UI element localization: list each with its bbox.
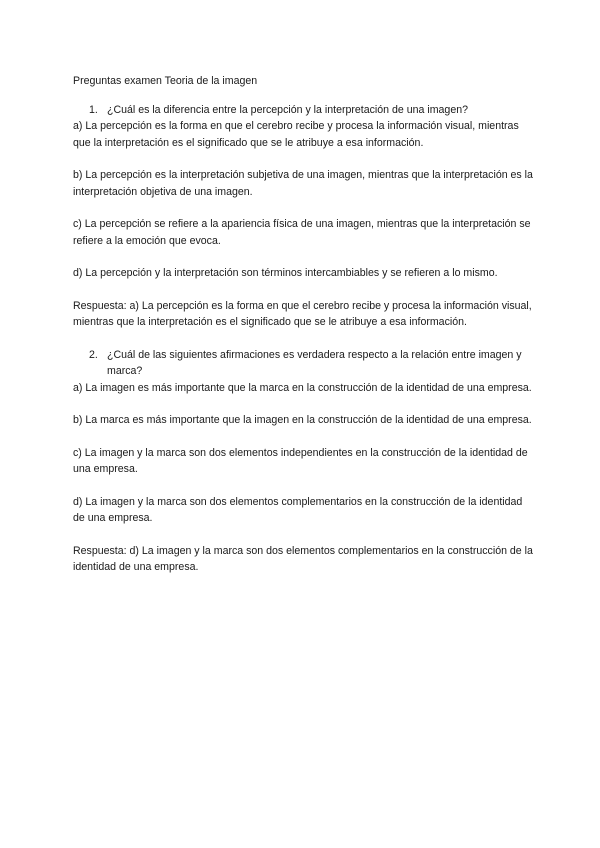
option-d: d) La percepción y la interpretación son términos intercambiables y se refieren a lo mismo.: [73, 267, 498, 279]
option-c: c) La percepción se refiere a la apariencia física de una imagen, mientras que la interpretación se refiere a la emoción que evoca.: [73, 218, 531, 247]
question-text: ¿Cuál de las siguientes afirmaciones es verdadera respecto a la relación entre imagen y marca?: [107, 348, 522, 377]
answer-text: Respuesta: a) La percepción es la forma en que el cerebro recibe y procesa la información visual, mientras que la interpretación es el significado que se le atribuye a esa información.: [73, 299, 532, 328]
question-1: [73, 102, 533, 119]
question-number: 2.: [89, 348, 98, 361]
option-a: a) La percepción es la forma en que el cerebro recibe y procesa la información visual, mientras que la interpretación es el significado que se le atribuye a esa información.: [73, 120, 519, 149]
question-number: 1.: [89, 103, 98, 116]
document-page: [73, 73, 533, 592]
option-d: d) La imagen y la marca son dos elementos complementarios en la construcción de la identidad de una empresa.: [73, 495, 523, 524]
option-c: c) La imagen y la marca son dos elementos independientes en la construcción de la identidad de una empresa.: [73, 446, 528, 475]
question-block-1: [73, 102, 533, 331]
option-b: b) La percepción es la interpretación subjetiva de una imagen, mientras que la interpretación es la interpretación objetiva de una imagen.: [73, 169, 533, 198]
document-title: Preguntas examen Teoria de la imagen: [73, 75, 258, 87]
question-2: [73, 347, 533, 380]
question-text: ¿Cuál es la diferencia entre la percepción y la interpretación de una imagen?: [107, 103, 468, 116]
option-a: a) La imagen es más importante que la marca en la construcción de la identidad de una empresa.: [73, 381, 532, 394]
answer-text: Respuesta: d) La imagen y la marca son dos elementos complementarios en la construcción de la identidad de una empresa.: [73, 544, 533, 573]
question-block-2: [73, 347, 533, 576]
option-b: b) La marca es más importante que la imagen en la construcción de la identidad de una empresa.: [73, 414, 532, 426]
